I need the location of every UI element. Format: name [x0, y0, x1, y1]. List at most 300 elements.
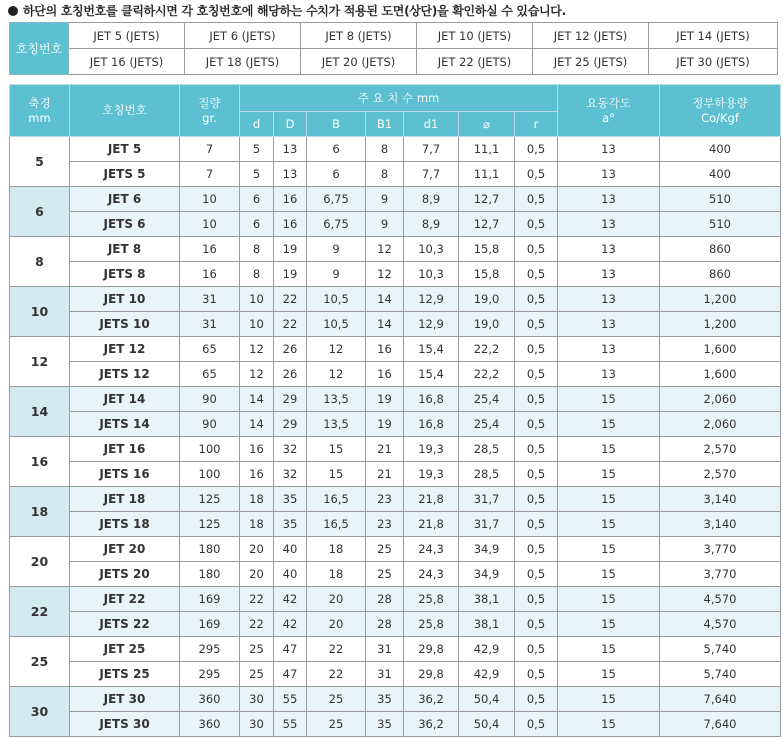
B-cell: 20 [307, 612, 366, 637]
model-link[interactable]: JET 8 (JETS) [301, 23, 417, 49]
B-cell: 12 [307, 362, 366, 387]
D-cell: 47 [274, 637, 307, 662]
B-cell: 6 [307, 162, 366, 187]
phi-cell: 34,9 [459, 562, 515, 587]
model-link[interactable]: JET 14 (JETS) [649, 23, 778, 49]
angle-cell: 13 [558, 337, 660, 362]
weight-cell: 360 [180, 712, 240, 737]
r-cell: 0,5 [515, 337, 558, 362]
d-cell: 14 [240, 412, 274, 437]
d1-cell: 8,9 [404, 187, 459, 212]
phi-cell: 25,4 [459, 412, 515, 437]
B-cell: 16,5 [307, 487, 366, 512]
load-cell: 3,140 [660, 487, 781, 512]
B-cell: 10,5 [307, 287, 366, 312]
angle-cell: 15 [558, 662, 660, 687]
d-cell: 20 [240, 537, 274, 562]
angle-cell: 13 [558, 237, 660, 262]
D-cell: 32 [274, 462, 307, 487]
table-row [10, 662, 781, 687]
angle-cell: 15 [558, 437, 660, 462]
r-cell: 0,5 [515, 712, 558, 737]
B-cell: 6,75 [307, 212, 366, 237]
angle-cell: 13 [558, 287, 660, 312]
phi-cell: 15,8 [459, 237, 515, 262]
weight-cell: 90 [180, 387, 240, 412]
phi-cell: 38,1 [459, 587, 515, 612]
r-cell: 0,5 [515, 562, 558, 587]
B1-cell: 9 [366, 187, 404, 212]
B-cell: 25 [307, 712, 366, 737]
table-row [10, 412, 781, 437]
phi-cell: 34,9 [459, 537, 515, 562]
phi-cell: 50,4 [459, 712, 515, 737]
d1-cell: 36,2 [404, 712, 459, 737]
B-cell: 16,5 [307, 512, 366, 537]
D-cell: 35 [274, 487, 307, 512]
angle-cell: 15 [558, 687, 660, 712]
load-cell: 5,740 [660, 637, 781, 662]
D-cell: 26 [274, 362, 307, 387]
r-cell: 0,5 [515, 162, 558, 187]
load-cell: 1,200 [660, 287, 781, 312]
d1-cell: 25,8 [404, 587, 459, 612]
load-cell: 2,570 [660, 437, 781, 462]
d1-cell: 7,7 [404, 137, 459, 162]
model-cell: JETS 30 [70, 712, 180, 737]
weight-cell: 16 [180, 237, 240, 262]
table-row [10, 537, 781, 562]
angle-cell: 13 [558, 187, 660, 212]
load-cell: 7,640 [660, 687, 781, 712]
bullet-icon [8, 6, 18, 16]
shaft-size-cell: 14 [10, 387, 70, 437]
model-cell: JETS 18 [70, 512, 180, 537]
model-cell: JET 25 [70, 637, 180, 662]
model-cell: JET 16 [70, 437, 180, 462]
B1-cell: 35 [366, 712, 404, 737]
model-cell: JETS 8 [70, 262, 180, 287]
shaft-header: 축경 mm [10, 85, 70, 137]
d1-cell: 15,4 [404, 362, 459, 387]
model-link[interactable]: JET 5 (JETS) [69, 23, 185, 49]
model-cell: JET 10 [70, 287, 180, 312]
r-cell: 0,5 [515, 212, 558, 237]
model-cell: JETS 22 [70, 612, 180, 637]
shaft-size-cell: 30 [10, 687, 70, 737]
d1-cell: 8,9 [404, 212, 459, 237]
model-cell: JET 22 [70, 587, 180, 612]
model-link[interactable]: JET 20 (JETS) [301, 49, 417, 75]
B1-cell: 12 [366, 262, 404, 287]
B1-cell: 28 [366, 612, 404, 637]
B-cell: 13,5 [307, 387, 366, 412]
r-cell: 0,5 [515, 687, 558, 712]
r-cell: 0,5 [515, 287, 558, 312]
B1-cell: 19 [366, 387, 404, 412]
shaft-size-cell: 6 [10, 187, 70, 237]
d1-cell: 24,3 [404, 562, 459, 587]
B1-cell: 31 [366, 637, 404, 662]
angle-cell: 15 [558, 412, 660, 437]
model-cell: JET 30 [70, 687, 180, 712]
phi-cell: 12,7 [459, 212, 515, 237]
angle-cell: 15 [558, 562, 660, 587]
load-cell: 3,140 [660, 512, 781, 537]
angle-cell: 15 [558, 712, 660, 737]
weight-cell: 180 [180, 537, 240, 562]
r-cell: 0,5 [515, 362, 558, 387]
d-cell: 25 [240, 637, 274, 662]
r-cell: 0,5 [515, 487, 558, 512]
shaft-size-cell: 5 [10, 137, 70, 187]
B-cell: 25 [307, 687, 366, 712]
d1-cell: 21,8 [404, 512, 459, 537]
r-cell: 0,5 [515, 262, 558, 287]
table-row [10, 137, 781, 162]
load-header: 정부하용량 Co/Kgf [660, 85, 781, 137]
B-cell: 18 [307, 537, 366, 562]
weight-cell: 90 [180, 412, 240, 437]
B1-cell: 16 [366, 362, 404, 387]
B1-cell: 9 [366, 212, 404, 237]
D-cell: 26 [274, 337, 307, 362]
weight-cell: 10 [180, 187, 240, 212]
shaft-size-cell: 12 [10, 337, 70, 387]
phi-cell: 15,8 [459, 262, 515, 287]
dim-header-d: d [240, 112, 274, 137]
table-row [10, 487, 781, 512]
table-row [10, 687, 781, 712]
angle-cell: 15 [558, 537, 660, 562]
B1-cell: 14 [366, 287, 404, 312]
angle-cell: 13 [558, 137, 660, 162]
model-link[interactable]: JET 22 (JETS) [417, 49, 533, 75]
model-cell: JET 14 [70, 387, 180, 412]
shaft-size-cell: 20 [10, 537, 70, 587]
D-cell: 16 [274, 212, 307, 237]
load-cell: 2,060 [660, 412, 781, 437]
B-cell: 6,75 [307, 187, 366, 212]
model-cell: JET 6 [70, 187, 180, 212]
phi-cell: 11,1 [459, 137, 515, 162]
B1-cell: 25 [366, 537, 404, 562]
d-cell: 18 [240, 512, 274, 537]
B1-cell: 31 [366, 662, 404, 687]
model-cell: JETS 12 [70, 362, 180, 387]
table-row [10, 362, 781, 387]
weight-cell: 7 [180, 162, 240, 187]
B-cell: 15 [307, 462, 366, 487]
d-cell: 20 [240, 562, 274, 587]
D-cell: 29 [274, 387, 307, 412]
angle-cell: 13 [558, 162, 660, 187]
r-cell: 0,5 [515, 612, 558, 637]
r-cell: 0,5 [515, 662, 558, 687]
D-cell: 42 [274, 612, 307, 637]
load-cell: 510 [660, 187, 781, 212]
table-row [10, 287, 781, 312]
d1-cell: 10,3 [404, 262, 459, 287]
phi-cell: 22,2 [459, 362, 515, 387]
B-cell: 13,5 [307, 412, 366, 437]
angle-cell: 13 [558, 262, 660, 287]
weight-cell: 7 [180, 137, 240, 162]
table-row [10, 437, 781, 462]
model-cell: JETS 20 [70, 562, 180, 587]
model-link[interactable]: JET 16 (JETS) [69, 49, 185, 75]
weight-cell: 65 [180, 337, 240, 362]
B-cell: 15 [307, 437, 366, 462]
d1-cell: 7,7 [404, 162, 459, 187]
model-cell: JETS 14 [70, 412, 180, 437]
load-cell: 7,640 [660, 712, 781, 737]
model-cell: JET 20 [70, 537, 180, 562]
D-cell: 13 [274, 162, 307, 187]
B1-cell: 14 [366, 312, 404, 337]
d-cell: 10 [240, 312, 274, 337]
model-link[interactable]: JET 10 (JETS) [417, 23, 533, 49]
phi-cell: 31,7 [459, 487, 515, 512]
d-cell: 10 [240, 287, 274, 312]
B1-cell: 12 [366, 237, 404, 262]
table-row [10, 587, 781, 612]
B-cell: 6 [307, 137, 366, 162]
angle-cell: 13 [558, 362, 660, 387]
D-cell: 13 [274, 137, 307, 162]
B1-cell: 19 [366, 412, 404, 437]
D-cell: 16 [274, 187, 307, 212]
table-row [10, 212, 781, 237]
weight-header: 질량 gr. [180, 85, 240, 137]
phi-cell: 22,2 [459, 337, 515, 362]
B1-cell: 35 [366, 687, 404, 712]
d1-cell: 29,8 [404, 662, 459, 687]
D-cell: 22 [274, 312, 307, 337]
dim-header-r: r [515, 112, 558, 137]
weight-cell: 100 [180, 437, 240, 462]
angle-cell: 13 [558, 212, 660, 237]
B1-cell: 23 [366, 512, 404, 537]
phi-cell: 12,7 [459, 187, 515, 212]
weight-cell: 169 [180, 587, 240, 612]
B1-cell: 23 [366, 487, 404, 512]
load-cell: 4,570 [660, 587, 781, 612]
model-cell: JETS 5 [70, 162, 180, 187]
B-cell: 20 [307, 587, 366, 612]
r-cell: 0,5 [515, 637, 558, 662]
load-cell: 860 [660, 237, 781, 262]
D-cell: 55 [274, 712, 307, 737]
weight-cell: 10 [180, 212, 240, 237]
load-cell: 2,570 [660, 462, 781, 487]
model-cell: JET 18 [70, 487, 180, 512]
weight-cell: 125 [180, 512, 240, 537]
r-cell: 0,5 [515, 312, 558, 337]
B-cell: 9 [307, 262, 366, 287]
D-cell: 40 [274, 562, 307, 587]
B-cell: 22 [307, 637, 366, 662]
d1-cell: 15,4 [404, 337, 459, 362]
table-row [10, 712, 781, 737]
r-cell: 0,5 [515, 537, 558, 562]
load-cell: 1,600 [660, 337, 781, 362]
model-link[interactable]: JET 18 (JETS) [185, 49, 301, 75]
load-cell: 4,570 [660, 612, 781, 637]
D-cell: 35 [274, 512, 307, 537]
d-cell: 8 [240, 237, 274, 262]
d-cell: 12 [240, 362, 274, 387]
phi-cell: 19,0 [459, 287, 515, 312]
B1-cell: 8 [366, 137, 404, 162]
spec-table-body [10, 137, 781, 737]
d1-cell: 21,8 [404, 487, 459, 512]
B-cell: 18 [307, 562, 366, 587]
D-cell: 29 [274, 412, 307, 437]
d-cell: 30 [240, 687, 274, 712]
dim-header-B: B [307, 112, 366, 137]
shaft-size-cell: 25 [10, 637, 70, 687]
D-cell: 42 [274, 587, 307, 612]
table-row [10, 612, 781, 637]
notice-label: 하단의 호칭번호를 클릭하시면 각 호칭번호에 해당하는 수치가 적용된 도면(상단)을 확인하실 수 있습니다. [23, 4, 566, 18]
d-cell: 14 [240, 387, 274, 412]
D-cell: 47 [274, 662, 307, 687]
phi-cell: 31,7 [459, 512, 515, 537]
model-link[interactable]: JET 25 (JETS) [533, 49, 649, 75]
model-cell: JET 12 [70, 337, 180, 362]
table-row [10, 187, 781, 212]
shaft-size-cell: 18 [10, 487, 70, 537]
d-cell: 16 [240, 437, 274, 462]
phi-cell: 19,0 [459, 312, 515, 337]
table-row [10, 237, 781, 262]
d-cell: 22 [240, 587, 274, 612]
load-cell: 510 [660, 212, 781, 237]
d1-cell: 19,3 [404, 462, 459, 487]
d1-cell: 29,8 [404, 637, 459, 662]
d-cell: 12 [240, 337, 274, 362]
model-cell: JETS 16 [70, 462, 180, 487]
d-cell: 6 [240, 187, 274, 212]
model-link[interactable]: JET 30 (JETS) [649, 49, 778, 75]
table-row [10, 562, 781, 587]
angle-cell: 15 [558, 387, 660, 412]
B1-cell: 21 [366, 462, 404, 487]
angle-cell: 15 [558, 487, 660, 512]
dimensions-header: 주 요 치 수 mm [240, 85, 558, 112]
B-cell: 10,5 [307, 312, 366, 337]
shaft-size-cell: 16 [10, 437, 70, 487]
d1-cell: 36,2 [404, 687, 459, 712]
model-link[interactable]: JET 12 (JETS) [533, 23, 649, 49]
r-cell: 0,5 [515, 462, 558, 487]
d1-cell: 10,3 [404, 237, 459, 262]
load-cell: 860 [660, 262, 781, 287]
notice-text [8, 2, 566, 18]
r-cell: 0,5 [515, 387, 558, 412]
model-cell: JET 5 [70, 137, 180, 162]
phi-cell: 50,4 [459, 687, 515, 712]
r-cell: 0,5 [515, 412, 558, 437]
d1-cell: 16,8 [404, 412, 459, 437]
table-row [10, 637, 781, 662]
model-cell: JETS 6 [70, 212, 180, 237]
weight-cell: 295 [180, 637, 240, 662]
load-cell: 3,770 [660, 562, 781, 587]
shaft-size-cell: 22 [10, 587, 70, 637]
r-cell: 0,5 [515, 237, 558, 262]
D-cell: 19 [274, 262, 307, 287]
d-cell: 18 [240, 487, 274, 512]
D-cell: 55 [274, 687, 307, 712]
angle-cell: 15 [558, 462, 660, 487]
phi-cell: 28,5 [459, 462, 515, 487]
weight-cell: 31 [180, 287, 240, 312]
phi-cell: 28,5 [459, 437, 515, 462]
dim-header-d1: d1 [404, 112, 459, 137]
angle-cell: 15 [558, 512, 660, 537]
weight-cell: 100 [180, 462, 240, 487]
weight-cell: 65 [180, 362, 240, 387]
model-cell: JET 8 [70, 237, 180, 262]
model-header: 호칭번호 [70, 85, 180, 137]
shaft-size-cell: 10 [10, 287, 70, 337]
D-cell: 19 [274, 237, 307, 262]
phi-cell: 25,4 [459, 387, 515, 412]
B1-cell: 25 [366, 562, 404, 587]
weight-cell: 31 [180, 312, 240, 337]
table-row [10, 162, 781, 187]
r-cell: 0,5 [515, 187, 558, 212]
table-row [10, 312, 781, 337]
table-row [10, 512, 781, 537]
d-cell: 6 [240, 212, 274, 237]
B-cell: 22 [307, 662, 366, 687]
dim-header-phi: ⌀ [459, 112, 515, 137]
r-cell: 0,5 [515, 512, 558, 537]
angle-cell: 13 [558, 312, 660, 337]
B1-cell: 28 [366, 587, 404, 612]
angle-cell: 15 [558, 587, 660, 612]
r-cell: 0,5 [515, 437, 558, 462]
d-cell: 22 [240, 612, 274, 637]
d1-cell: 16,8 [404, 387, 459, 412]
load-cell: 400 [660, 137, 781, 162]
model-link-header: 호칭번호 [10, 23, 69, 75]
load-cell: 1,600 [660, 362, 781, 387]
B-cell: 12 [307, 337, 366, 362]
d1-cell: 12,9 [404, 312, 459, 337]
B1-cell: 16 [366, 337, 404, 362]
angle-cell: 15 [558, 612, 660, 637]
load-cell: 1,200 [660, 312, 781, 337]
d-cell: 8 [240, 262, 274, 287]
angle-cell: 15 [558, 637, 660, 662]
r-cell: 0,5 [515, 587, 558, 612]
d-cell: 5 [240, 162, 274, 187]
model-link[interactable]: JET 6 (JETS) [185, 23, 301, 49]
shaft-size-cell: 8 [10, 237, 70, 287]
weight-cell: 295 [180, 662, 240, 687]
phi-cell: 38,1 [459, 612, 515, 637]
load-cell: 5,740 [660, 662, 781, 687]
load-cell: 2,060 [660, 387, 781, 412]
d1-cell: 25,8 [404, 612, 459, 637]
d-cell: 30 [240, 712, 274, 737]
B-cell: 9 [307, 237, 366, 262]
load-cell: 3,770 [660, 537, 781, 562]
